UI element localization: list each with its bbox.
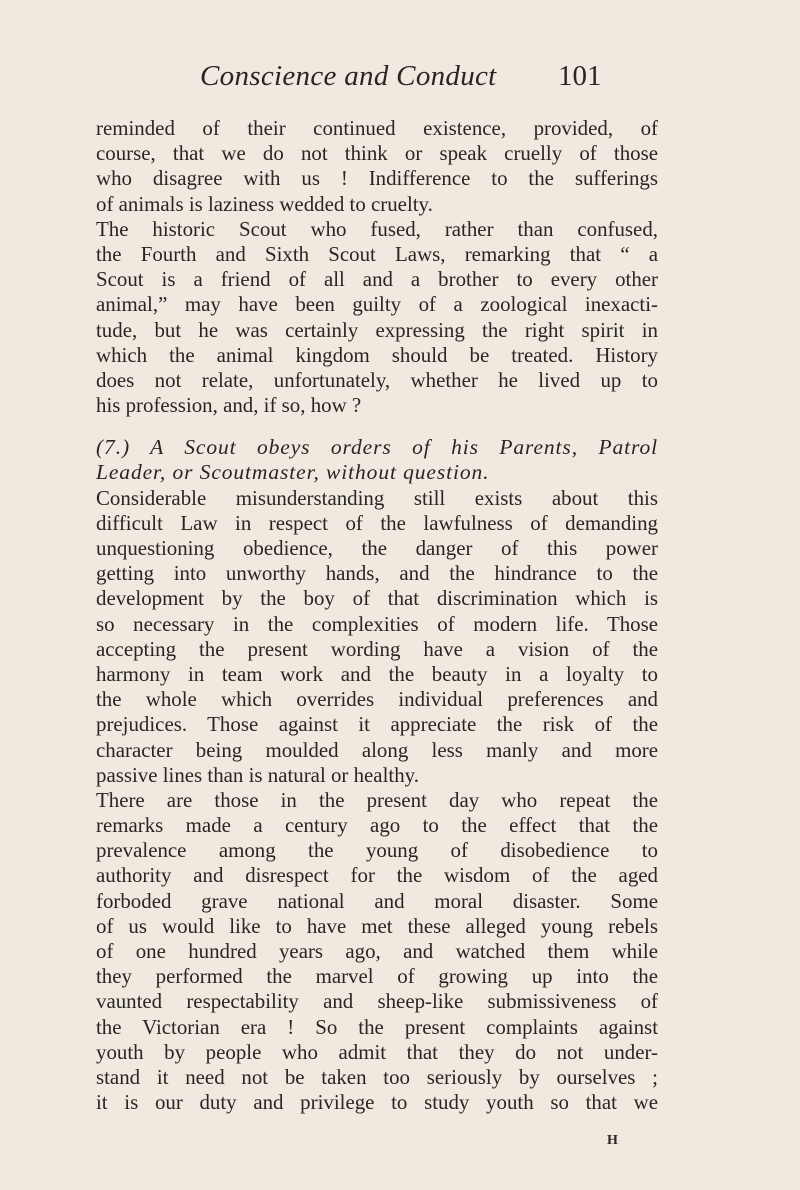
law-heading [96, 435, 658, 485]
text-line: harmony in team work and the beauty in a loyalty to [96, 661, 658, 686]
text-line: they performed the marvel of growing up into the [96, 964, 658, 989]
text-line: difficult Law in respect of the lawfulness of demanding [96, 510, 658, 535]
text-line: youth by people who admit that they do not under- [96, 1039, 658, 1064]
text-line: unquestioning obedience, the danger of this power [96, 536, 658, 560]
heading-line: Leader, or Scoutmaster, without question. [96, 460, 490, 485]
text-line: authority and disrespect for the wisdom of the aged [96, 863, 658, 888]
paragraph [96, 486, 658, 788]
paragraph [96, 116, 658, 217]
text-line: There are those in the present day who repeat the [96, 787, 658, 812]
heading-line: (7.) A Scout obeys orders of his Parents, Patrol [96, 435, 658, 460]
text-line: does not relate, unfortunately, whether he lived up to [96, 367, 658, 392]
text-line: stand it need not be taken too seriously by ourselves ; [96, 1064, 658, 1089]
text-line: forboded grave national and moral disaster. Some [96, 888, 658, 913]
text-line: of one hundred years ago, and watched them while [96, 939, 658, 963]
text-line: tude, but he was certainly expressing the right spirit in [96, 317, 658, 342]
text-line: development by the boy of that discrimination which is [96, 586, 658, 611]
text-line: character being moulded along less manly and more [96, 737, 658, 762]
text-line: the Victorian era ! So the present complaints against [96, 1014, 658, 1039]
paragraph [96, 788, 658, 1115]
text-line: Considerable misunderstanding still exists about this [96, 485, 658, 510]
text-line: prevalence among the young of disobedience to [96, 838, 658, 863]
text-line: remarks made a century ago to the effect that the [96, 813, 658, 838]
running-title: Conscience and Conduct [200, 60, 497, 92]
text-line: vaunted respectability and sheep-like submissiveness of [96, 989, 658, 1014]
running-header [0, 60, 800, 100]
text-line: of us would like to have met these alleged young rebels [96, 913, 658, 938]
text-line: his profession, and, if so, how ? [96, 393, 362, 418]
text-line: prejudices. Those against it appreciate the risk of the [96, 712, 658, 737]
text-line: accepting the present wording have a vision of the [96, 636, 658, 661]
text-line: getting into unworthy hands, and the hindrance to the [96, 561, 658, 586]
text-line: so necessary in the complexities of modern life. Those [96, 611, 658, 636]
text-line: it is our duty and privilege to study youth so that we [96, 1090, 658, 1115]
text-line: Scout is a friend of all and a brother to every other [96, 267, 658, 292]
body-text [96, 116, 658, 1115]
section-spacer [96, 418, 658, 435]
signature-mark: H [607, 1133, 619, 1148]
text-line: passive lines than is natural or healthy. [96, 762, 419, 787]
text-line: The historic Scout who fused, rather than confused, [96, 216, 658, 241]
text-line: of animals is laziness wedded to cruelty. [96, 191, 433, 216]
text-line: the Fourth and Sixth Scout Laws, remarking that “ a [96, 241, 658, 266]
text-line: which the animal kingdom should be treated. History [96, 342, 658, 367]
text-line: the whole which overrides individual preferences and [96, 687, 658, 712]
text-line: course, that we do not think or speak cruelly of those [96, 141, 658, 166]
text-line: reminded of their continued existence, provided, of [96, 116, 658, 140]
text-line: who disagree with us ! Indifference to the sufferings [96, 166, 658, 191]
text-line: animal,” may have been guilty of a zoological inexacti- [96, 292, 658, 317]
page-number: 101 [558, 60, 602, 92]
paragraph [96, 217, 658, 419]
